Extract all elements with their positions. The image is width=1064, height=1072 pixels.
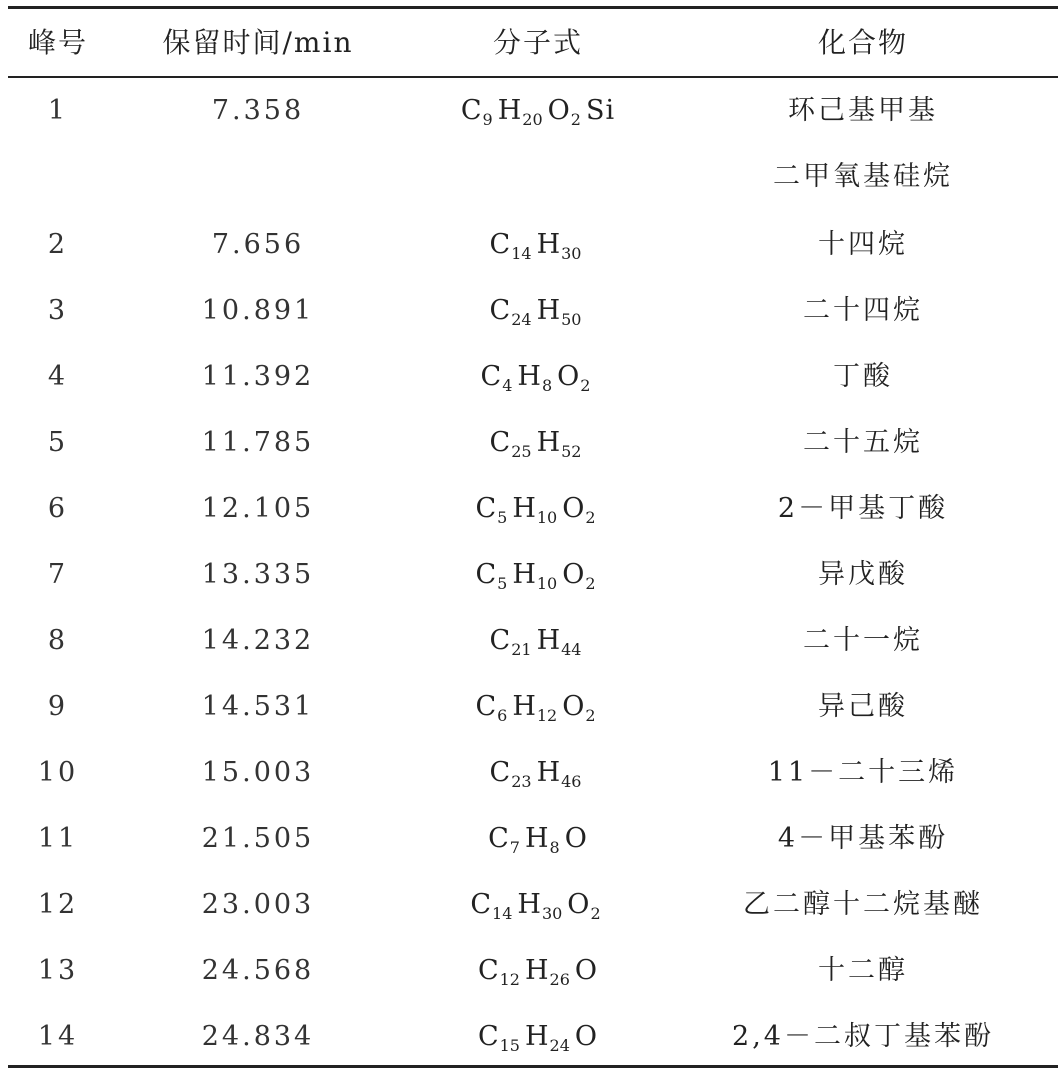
compound-name-line: 异戊酸 bbox=[818, 559, 908, 590]
formula-element: H bbox=[497, 95, 523, 126]
formula-subscript: 2 bbox=[570, 110, 581, 129]
molecular-formula bbox=[408, 476, 668, 542]
compound-name bbox=[668, 674, 1058, 740]
formula-subscript: 8 bbox=[549, 838, 560, 857]
compound-name bbox=[668, 938, 1058, 1004]
formula-element: C bbox=[475, 559, 498, 590]
molecular-formula bbox=[408, 872, 668, 938]
formula-element: C bbox=[480, 361, 503, 392]
formula-element: O bbox=[564, 823, 588, 854]
formula-subscript: 23 bbox=[511, 772, 532, 791]
formula-subscript: 15 bbox=[499, 1036, 520, 1055]
formula-element: C bbox=[475, 493, 498, 524]
peak-number: 5 bbox=[47, 427, 69, 458]
formula-element: H bbox=[536, 229, 562, 260]
formula-subscript: 5 bbox=[497, 508, 508, 527]
formula-element: C bbox=[489, 229, 512, 260]
compound-name bbox=[668, 278, 1058, 344]
formula-element: O bbox=[567, 889, 591, 920]
formula-subscript: 30 bbox=[561, 244, 582, 263]
compound-name-line: 环己基甲基 bbox=[788, 95, 938, 126]
table-row bbox=[8, 476, 1058, 542]
header-row bbox=[8, 9, 1058, 76]
formula-subscript: 14 bbox=[511, 244, 532, 263]
formula-element: H bbox=[524, 955, 550, 986]
compound-name-line: 4－甲基苯酚 bbox=[777, 823, 949, 854]
header-peak: 峰号 bbox=[27, 25, 88, 59]
retention-time: 14.232 bbox=[201, 625, 315, 656]
retention-time: 12.105 bbox=[201, 493, 315, 524]
peak-number: 6 bbox=[47, 493, 69, 524]
compound-name-line: 二十四烷 bbox=[803, 295, 923, 326]
table-row bbox=[8, 674, 1058, 740]
molecular-formula bbox=[408, 78, 668, 144]
formula-subscript: 2 bbox=[585, 706, 596, 725]
formula-subscript: 10 bbox=[536, 508, 558, 527]
formula-element: C bbox=[489, 625, 512, 656]
formula-element: O bbox=[574, 1021, 599, 1052]
compound-name-line: 二甲氧基硅烷 bbox=[773, 161, 953, 192]
formula-element: C bbox=[489, 757, 512, 788]
formula-element: H bbox=[512, 493, 537, 524]
formula-subscript: 24 bbox=[511, 310, 532, 329]
table-row bbox=[8, 344, 1058, 410]
formula-element: H bbox=[536, 427, 562, 458]
compound-name-line: 11－二十三烯 bbox=[767, 757, 959, 788]
formula-element: C bbox=[489, 427, 512, 458]
retention-time: 15.003 bbox=[201, 757, 315, 788]
table-row bbox=[8, 740, 1058, 806]
formula-subscript: 10 bbox=[536, 574, 558, 593]
formula-subscript: 26 bbox=[549, 970, 570, 989]
molecular-formula bbox=[408, 608, 668, 674]
compound-name-line: 异己酸 bbox=[818, 691, 908, 722]
formula-subscript: 12 bbox=[536, 706, 558, 725]
peak-number: 14 bbox=[37, 1021, 79, 1052]
table-body bbox=[8, 78, 1058, 1070]
peak-number: 13 bbox=[37, 955, 79, 986]
molecular-formula bbox=[408, 344, 668, 410]
formula-subscript: 12 bbox=[499, 970, 520, 989]
formula-element: H bbox=[536, 757, 562, 788]
formula-subscript: 24 bbox=[549, 1036, 570, 1055]
molecular-formula bbox=[408, 278, 668, 344]
table-row bbox=[8, 938, 1058, 1004]
retention-time: 11.785 bbox=[201, 427, 315, 458]
compound-name bbox=[668, 806, 1058, 872]
compound-name bbox=[668, 212, 1058, 278]
compound-name bbox=[668, 608, 1058, 674]
molecular-formula bbox=[408, 1004, 668, 1070]
formula-element: O bbox=[562, 559, 586, 590]
molecular-formula bbox=[408, 740, 668, 806]
formula-element: O bbox=[574, 955, 599, 986]
molecular-formula bbox=[408, 806, 668, 872]
peak-number: 12 bbox=[37, 889, 79, 920]
compound-name bbox=[668, 872, 1058, 938]
peak-number: 2 bbox=[47, 229, 69, 260]
molecular-formula bbox=[408, 938, 668, 1004]
formula-element: C bbox=[477, 955, 500, 986]
formula-element: C bbox=[475, 691, 498, 722]
formula-element: O bbox=[562, 691, 586, 722]
compound-name-line: 十四烷 bbox=[818, 229, 908, 260]
peak-number: 8 bbox=[47, 625, 69, 656]
formula-element: H bbox=[524, 1021, 550, 1052]
formula-subscript: 46 bbox=[561, 772, 582, 791]
formula-subscript: 4 bbox=[502, 376, 513, 395]
formula-element: C bbox=[477, 1021, 500, 1052]
compound-name bbox=[668, 1004, 1058, 1070]
formula-subscript: 8 bbox=[541, 376, 553, 395]
formula-element: H bbox=[536, 625, 562, 656]
header-formula: 分子式 bbox=[492, 25, 583, 59]
retention-time: 14.531 bbox=[201, 691, 315, 722]
formula-subscript: 9 bbox=[482, 110, 493, 129]
header-retention-time: 保留时间/min bbox=[162, 25, 354, 59]
retention-time: 10.891 bbox=[201, 295, 315, 326]
compound-name bbox=[668, 344, 1058, 410]
retention-time: 7.358 bbox=[211, 95, 305, 126]
formula-subscript: 7 bbox=[509, 838, 520, 857]
formula-subscript: 6 bbox=[497, 706, 508, 725]
formula-subscript: 44 bbox=[561, 640, 582, 659]
table-row bbox=[8, 78, 1058, 212]
header-compound: 化合物 bbox=[817, 25, 908, 59]
formula-element: C bbox=[470, 889, 493, 920]
formula-element: C bbox=[489, 295, 512, 326]
compound-name-line: 2,4－二叔丁基苯酚 bbox=[732, 1021, 994, 1052]
table-row bbox=[8, 278, 1058, 344]
retention-time: 24.568 bbox=[201, 955, 315, 986]
peak-number: 10 bbox=[37, 757, 79, 788]
formula-subscript: 2 bbox=[590, 904, 601, 923]
formula-element: H bbox=[512, 559, 537, 590]
molecular-formula bbox=[408, 212, 668, 278]
formula-subscript: 14 bbox=[492, 904, 513, 923]
formula-subscript: 2 bbox=[585, 508, 596, 527]
formula-subscript: 52 bbox=[561, 442, 582, 461]
retention-time: 11.392 bbox=[201, 361, 315, 392]
formula-element: O bbox=[557, 361, 581, 392]
formula-subscript: 2 bbox=[585, 574, 596, 593]
formula-element: O bbox=[562, 493, 586, 524]
peak-number: 3 bbox=[47, 295, 69, 326]
peak-number: 7 bbox=[47, 559, 69, 590]
table-row bbox=[8, 1004, 1058, 1070]
formula-subscript: 50 bbox=[561, 310, 582, 329]
molecular-formula bbox=[408, 410, 668, 476]
peak-number: 11 bbox=[37, 823, 79, 854]
compound-name bbox=[668, 740, 1058, 806]
retention-time: 21.505 bbox=[201, 823, 315, 854]
retention-time: 7.656 bbox=[211, 229, 305, 260]
table-row bbox=[8, 410, 1058, 476]
molecular-formula bbox=[408, 542, 668, 608]
table-row bbox=[8, 806, 1058, 872]
compound-name bbox=[668, 476, 1058, 542]
compound-name-line: 乙二醇十二烷基醚 bbox=[743, 889, 983, 920]
compound-table bbox=[8, 6, 1058, 1070]
formula-subscript: 2 bbox=[580, 376, 591, 395]
table-row bbox=[8, 212, 1058, 278]
peak-number: 1 bbox=[47, 95, 69, 126]
formula-element: H bbox=[512, 691, 537, 722]
retention-time: 24.834 bbox=[201, 1021, 315, 1052]
peak-number: 4 bbox=[47, 361, 69, 392]
formula-subscript: 20 bbox=[522, 110, 543, 129]
table-row bbox=[8, 872, 1058, 938]
formula-subscript: 30 bbox=[541, 904, 563, 923]
retention-time: 23.003 bbox=[201, 889, 315, 920]
formula-element: H bbox=[517, 361, 542, 392]
compound-name bbox=[668, 410, 1058, 476]
compound-name-line: 二十一烷 bbox=[803, 625, 923, 656]
compound-name-line: 二十五烷 bbox=[803, 427, 923, 458]
formula-element: H bbox=[536, 295, 562, 326]
compound-name bbox=[668, 78, 1058, 210]
formula-subscript: 21 bbox=[511, 640, 532, 659]
formula-element: C bbox=[460, 95, 483, 126]
compound-name-line: 2－甲基丁酸 bbox=[777, 493, 949, 524]
compound-name-line: 十二醇 bbox=[818, 955, 908, 986]
formula-element: O bbox=[547, 95, 571, 126]
table-row bbox=[8, 608, 1058, 674]
table-row bbox=[8, 542, 1058, 608]
peak-number: 9 bbox=[47, 691, 69, 722]
compound-name bbox=[668, 542, 1058, 608]
formula-subscript: 25 bbox=[511, 442, 532, 461]
compound-name-line: 丁酸 bbox=[833, 361, 893, 392]
formula-element: H bbox=[517, 889, 542, 920]
formula-element: C bbox=[488, 823, 510, 854]
formula-element: H bbox=[524, 823, 550, 854]
bottom-rule bbox=[8, 1065, 1058, 1068]
formula-element: Si bbox=[585, 95, 616, 126]
formula-subscript: 5 bbox=[497, 574, 508, 593]
molecular-formula bbox=[408, 674, 668, 740]
retention-time: 13.335 bbox=[201, 559, 315, 590]
